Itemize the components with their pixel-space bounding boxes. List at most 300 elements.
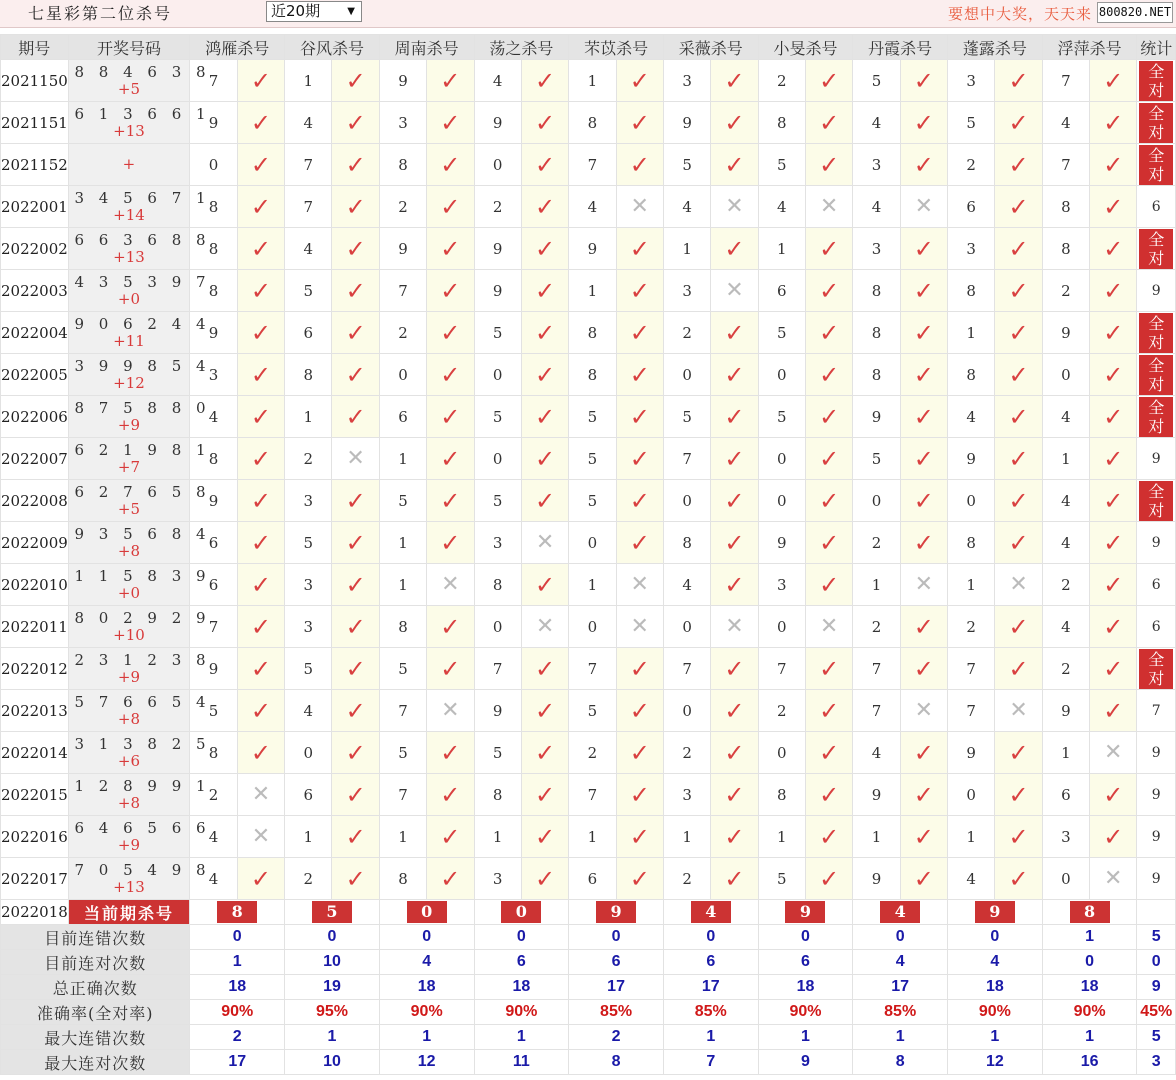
draw-sum: +13: [113, 121, 145, 140]
kill-number: 4: [474, 60, 521, 102]
check-mark-icon: ✓: [250, 402, 271, 431]
current-stat-cell: [1137, 900, 1176, 925]
check-mark-icon: ✓: [440, 612, 461, 641]
kill-number: 0: [474, 144, 521, 186]
kill-number: 8: [853, 312, 900, 354]
kill-number: 0: [1042, 354, 1089, 396]
check-mark-icon: ✓: [819, 150, 840, 179]
kill-number: 0: [190, 144, 237, 186]
kill-number: 4: [948, 858, 995, 900]
result-cell: [900, 60, 947, 102]
result-cell: [1090, 522, 1137, 564]
kill-number: 2: [190, 774, 237, 816]
kill-number: 7: [569, 144, 616, 186]
check-mark-icon: ✓: [1008, 612, 1029, 641]
draw-cell: [68, 396, 211, 438]
kill-number: 9: [474, 102, 521, 144]
stat-cell: [1137, 648, 1176, 690]
cross-mark-icon: ✕: [535, 614, 555, 639]
check-mark-icon: ✓: [913, 486, 934, 515]
check-mark-icon: ✓: [913, 360, 934, 389]
kill-number: 1: [569, 270, 616, 312]
current-kill-number: [1042, 900, 1137, 925]
stat-value: 6: [1151, 618, 1161, 635]
current-kill-badge: 0: [407, 901, 447, 923]
current-kill-number: [285, 900, 380, 925]
kill-number: 6: [190, 522, 237, 564]
kill-number: 6: [758, 270, 805, 312]
kill-number: 8: [190, 186, 237, 228]
check-mark-icon: ✓: [913, 780, 934, 809]
kill-number: 0: [569, 606, 616, 648]
summary-value: 12: [379, 1050, 474, 1075]
check-mark-icon: ✓: [250, 444, 271, 473]
result-cell: [332, 312, 379, 354]
check-mark-icon: ✓: [629, 654, 650, 683]
check-mark-icon: ✓: [724, 780, 745, 809]
result-cell: [237, 438, 284, 480]
result-cell: [332, 606, 379, 648]
result-cell: [900, 102, 947, 144]
result-cell: [711, 354, 758, 396]
kill-number: 1: [474, 816, 521, 858]
result-cell: [237, 396, 284, 438]
result-cell: [332, 186, 379, 228]
kill-number: 9: [1042, 312, 1089, 354]
current-kill-number: [853, 900, 948, 925]
result-cell: [1090, 186, 1137, 228]
current-kill-label: 当前期杀号: [68, 900, 190, 925]
cross-mark-icon: ✕: [1009, 572, 1028, 597]
summary-value: 8: [853, 1050, 948, 1075]
draw-sum: +9: [117, 667, 141, 686]
check-mark-icon: ✓: [819, 318, 840, 347]
draw-sum: +5: [117, 79, 141, 98]
kill-number: 0: [1042, 858, 1089, 900]
result-cell: [237, 858, 284, 900]
kill-number: 2: [285, 858, 332, 900]
check-mark-icon: ✓: [819, 738, 840, 767]
check-mark-icon: ✓: [629, 108, 650, 137]
result-cell: [995, 270, 1042, 312]
cross-mark-icon: ✕: [914, 698, 934, 723]
result-cell: [711, 648, 758, 690]
check-mark-icon: ✓: [1008, 276, 1029, 305]
check-mark-icon: ✓: [440, 66, 461, 95]
kill-number: 1: [663, 228, 710, 270]
current-kill-badge: 4: [691, 901, 731, 923]
check-mark-icon: ✓: [1008, 444, 1029, 473]
kill-number: 9: [758, 522, 805, 564]
result-cell: [332, 816, 379, 858]
col-header-stat: 统计: [1137, 35, 1176, 60]
check-mark-icon: ✓: [913, 66, 934, 95]
result-cell: [805, 858, 852, 900]
kill-number: 1: [758, 228, 805, 270]
check-mark-icon: ✓: [345, 780, 366, 809]
check-mark-icon: ✓: [629, 738, 650, 767]
check-mark-icon: ✓: [440, 402, 461, 431]
current-kill-badge: 5: [312, 901, 352, 923]
current-kill-number: [379, 900, 474, 925]
result-cell: [427, 564, 474, 606]
check-mark-icon: ✓: [629, 696, 650, 725]
result-cell: [711, 396, 758, 438]
current-kill-number: [758, 900, 853, 925]
col-header-expert: 丹霞杀号: [853, 35, 948, 60]
result-cell: [995, 774, 1042, 816]
summary-row: [1, 975, 1176, 1000]
kill-number: 0: [474, 354, 521, 396]
check-mark-icon: ✓: [819, 780, 840, 809]
result-cell: [237, 60, 284, 102]
summary-value: 2: [569, 1025, 664, 1050]
result-cell: [805, 816, 852, 858]
result-cell: [427, 312, 474, 354]
all-correct-badge: 全 对: [1139, 397, 1173, 437]
kill-number: 9: [379, 60, 426, 102]
kill-number: 9: [948, 732, 995, 774]
check-mark-icon: ✓: [629, 444, 650, 473]
summary-value: 90%: [190, 1000, 285, 1025]
table-row: [1, 186, 1176, 228]
period-cell: 2022006: [1, 396, 69, 438]
check-mark-icon: ✓: [819, 276, 840, 305]
kill-number: 7: [379, 270, 426, 312]
draw-cell: [68, 858, 211, 900]
result-cell: [332, 354, 379, 396]
check-mark-icon: ✓: [250, 108, 271, 137]
col-header-expert: 谷风杀号: [285, 35, 380, 60]
check-mark-icon: ✓: [1103, 570, 1124, 599]
summary-label: 最大连对次数: [1, 1050, 190, 1075]
kill-number: 8: [758, 102, 805, 144]
kill-number: 1: [379, 564, 426, 606]
summary-row: [1, 950, 1176, 975]
check-mark-icon: ✓: [250, 696, 271, 725]
summary-stat: 5: [1137, 925, 1176, 950]
kill-number: 5: [663, 396, 710, 438]
result-cell: [900, 564, 947, 606]
result-cell: [900, 270, 947, 312]
result-cell: [805, 564, 852, 606]
kill-number: 9: [474, 690, 521, 732]
kill-number: 9: [948, 438, 995, 480]
check-mark-icon: ✓: [534, 318, 556, 347]
summary-value: 11: [474, 1050, 569, 1075]
col-header-expert: 小旻杀号: [758, 35, 853, 60]
kill-number: 0: [285, 732, 332, 774]
result-cell: [237, 522, 284, 564]
current-kill-badge: 0: [501, 901, 541, 923]
result-cell: [237, 480, 284, 522]
kill-number: 3: [285, 606, 332, 648]
result-cell: [805, 102, 852, 144]
check-mark-icon: ✓: [345, 486, 366, 515]
kill-number: 8: [379, 858, 426, 900]
period-range-select[interactable]: [266, 1, 362, 22]
all-correct-badge: 全 对: [1139, 145, 1173, 185]
draw-sum: +5: [117, 499, 141, 518]
stat-cell: [1137, 102, 1176, 144]
result-cell: [237, 354, 284, 396]
cross-mark-icon: ✕: [914, 572, 934, 597]
kill-number: 2: [1042, 564, 1089, 606]
draw-sum: +9: [117, 415, 141, 434]
kill-number: 0: [948, 480, 995, 522]
result-cell: [995, 144, 1042, 186]
result-cell: [900, 774, 947, 816]
check-mark-icon: ✓: [440, 192, 461, 221]
check-mark-icon: ✓: [534, 444, 556, 473]
kill-number: 7: [190, 606, 237, 648]
kill-number: 3: [663, 60, 710, 102]
stat-value: 6: [1151, 198, 1161, 215]
summary-value: 1: [190, 950, 285, 975]
stat-value: 9: [1151, 870, 1161, 887]
table-row: [1, 312, 1176, 354]
kill-number: 1: [663, 816, 710, 858]
kill-number: 5: [853, 60, 900, 102]
kill-number: 7: [569, 774, 616, 816]
check-mark-icon: ✓: [913, 108, 934, 137]
table-row: [1, 648, 1176, 690]
kill-number: 3: [285, 480, 332, 522]
period-cell: 2022001: [1, 186, 69, 228]
stat-cell: [1137, 606, 1176, 648]
check-mark-icon: ✓: [913, 864, 934, 893]
draw-sum: +8: [117, 541, 141, 560]
check-mark-icon: ✓: [1103, 612, 1124, 641]
period-cell: 2021151: [1, 102, 69, 144]
result-cell: [900, 858, 947, 900]
summary-value: 18: [758, 975, 853, 1000]
stat-value: 9: [1151, 534, 1161, 551]
kill-number: 0: [663, 480, 710, 522]
result-cell: [332, 438, 379, 480]
kill-number: 2: [663, 732, 710, 774]
kill-number: 7: [1042, 144, 1089, 186]
kill-number: 0: [758, 732, 805, 774]
check-mark-icon: ✓: [534, 234, 556, 263]
check-mark-icon: ✓: [819, 654, 840, 683]
kill-number: 8: [569, 354, 616, 396]
result-cell: [1090, 480, 1137, 522]
check-mark-icon: ✓: [819, 528, 840, 557]
check-mark-icon: ✓: [724, 696, 745, 725]
current-kill-badge: 9: [975, 901, 1015, 923]
kill-number: 0: [663, 690, 710, 732]
current-kill-badge: 8: [1070, 901, 1110, 923]
stat-cell: [1137, 396, 1176, 438]
draw-cell: [68, 480, 211, 522]
result-cell: [427, 732, 474, 774]
period-cell: 2022010: [1, 564, 69, 606]
result-cell: [995, 60, 1042, 102]
result-cell: [1090, 438, 1137, 480]
current-kill-number: [190, 900, 285, 925]
kill-number: 4: [853, 102, 900, 144]
current-kill-number: [569, 900, 664, 925]
check-mark-icon: ✓: [250, 192, 271, 221]
check-mark-icon: ✓: [724, 822, 745, 851]
result-cell: [427, 102, 474, 144]
result-cell: [995, 102, 1042, 144]
result-cell: [332, 228, 379, 270]
check-mark-icon: ✓: [440, 276, 461, 305]
check-mark-icon: ✓: [819, 360, 840, 389]
kill-number: 2: [663, 858, 710, 900]
summary-row: [1, 1025, 1176, 1050]
result-cell: [616, 102, 663, 144]
cross-mark-icon: ✕: [535, 530, 555, 555]
stat-cell: [1137, 228, 1176, 270]
period-cell: 2022004: [1, 312, 69, 354]
kill-number: 3: [379, 102, 426, 144]
check-mark-icon: ✓: [440, 780, 461, 809]
period-cell: 2022015: [1, 774, 69, 816]
draw-digits: 4 3 5 3 9 7: [74, 272, 211, 291]
draw-sum: +10: [113, 625, 145, 644]
draw-digits: 1 1 5 8 3 9: [74, 566, 211, 585]
period-cell: 2022012: [1, 648, 69, 690]
summary-stat: 0: [1137, 950, 1176, 975]
result-cell: [427, 186, 474, 228]
result-cell: [1090, 60, 1137, 102]
draw-sum: +8: [117, 793, 141, 812]
stat-value: 9: [1151, 450, 1161, 467]
kill-number: 4: [853, 732, 900, 774]
check-mark-icon: ✓: [345, 612, 366, 641]
draw-digits: 7 0 5 4 9 8: [74, 860, 211, 879]
result-cell: [237, 270, 284, 312]
kill-number: 5: [379, 648, 426, 690]
check-mark-icon: ✓: [913, 318, 934, 347]
result-cell: [711, 816, 758, 858]
cross-mark-icon: ✕: [346, 446, 365, 471]
summary-value: 85%: [663, 1000, 758, 1025]
kill-number: 8: [853, 270, 900, 312]
current-kill-number: [948, 900, 1043, 925]
result-cell: [711, 606, 758, 648]
draw-digits: 1 2 8 9 9 1: [74, 776, 211, 795]
chevron-down-icon: ▼: [347, 6, 355, 17]
draw-cell: [68, 60, 211, 102]
result-cell: [616, 60, 663, 102]
result-cell: [805, 522, 852, 564]
stat-value: 7: [1151, 702, 1161, 719]
kill-number: 7: [948, 648, 995, 690]
check-mark-icon: ✓: [345, 402, 366, 431]
kill-number: 0: [663, 354, 710, 396]
summary-value: 6: [758, 950, 853, 975]
result-cell: [521, 816, 568, 858]
draw-cell: [68, 144, 190, 186]
check-mark-icon: ✓: [629, 780, 650, 809]
check-mark-icon: ✓: [534, 150, 556, 179]
check-mark-icon: ✓: [1103, 780, 1124, 809]
check-mark-icon: ✓: [250, 570, 271, 599]
result-cell: [995, 732, 1042, 774]
kill-number: 5: [474, 732, 521, 774]
result-cell: [900, 354, 947, 396]
check-mark-icon: ✓: [1008, 66, 1029, 95]
check-mark-icon: ✓: [724, 66, 745, 95]
kill-number: 7: [379, 774, 426, 816]
check-mark-icon: ✓: [440, 150, 461, 179]
cross-mark-icon: ✕: [725, 194, 744, 219]
result-cell: [616, 564, 663, 606]
result-cell: [332, 690, 379, 732]
summary-value: 0: [190, 925, 285, 950]
stat-cell: [1137, 690, 1176, 732]
kill-number: 9: [190, 102, 237, 144]
stat-value: 9: [1151, 744, 1161, 761]
check-mark-icon: ✓: [819, 822, 840, 851]
result-cell: [616, 522, 663, 564]
cross-mark-icon: ✕: [251, 824, 271, 849]
summary-value: 4: [379, 950, 474, 975]
table-row: [1, 270, 1176, 312]
all-correct-badge: 全 对: [1139, 103, 1173, 143]
kill-number: 0: [474, 438, 521, 480]
check-mark-icon: ✓: [629, 276, 650, 305]
kill-number: 9: [190, 312, 237, 354]
stat-value: 9: [1151, 282, 1161, 299]
cross-mark-icon: ✕: [1104, 740, 1123, 765]
kill-number: 9: [853, 396, 900, 438]
stat-cell: [1137, 60, 1176, 102]
result-cell: [427, 480, 474, 522]
check-mark-icon: ✓: [1103, 654, 1124, 683]
summary-value: 19: [285, 975, 380, 1000]
check-mark-icon: ✓: [250, 612, 271, 641]
all-correct-badge: 全 对: [1139, 229, 1173, 269]
kill-number: 7: [853, 648, 900, 690]
check-mark-icon: ✓: [819, 444, 840, 473]
result-cell: [616, 690, 663, 732]
draw-sum: +9: [117, 835, 141, 854]
result-cell: [1090, 648, 1137, 690]
check-mark-icon: ✓: [440, 486, 461, 515]
summary-value: 0: [948, 925, 1043, 950]
stat-value: 9: [1151, 828, 1161, 845]
table-row: [1, 438, 1176, 480]
current-kill-badge: 9: [596, 901, 636, 923]
kill-number: 3: [663, 270, 710, 312]
table-row: [1, 816, 1176, 858]
period-cell: 2022013: [1, 690, 69, 732]
page-title: 七星彩第二位杀号: [28, 4, 173, 23]
result-cell: [805, 270, 852, 312]
kill-number: 9: [1042, 690, 1089, 732]
check-mark-icon: ✓: [534, 780, 556, 809]
result-cell: [521, 858, 568, 900]
col-header-expert: 蓬露杀号: [948, 35, 1043, 60]
check-mark-icon: ✓: [724, 444, 745, 473]
kill-number: 3: [948, 60, 995, 102]
check-mark-icon: ✓: [534, 402, 556, 431]
summary-stat: 45%: [1137, 1000, 1176, 1025]
kill-number: 9: [853, 774, 900, 816]
kill-number: 8: [379, 606, 426, 648]
kill-number: 7: [1042, 60, 1089, 102]
draw-sum: +0: [117, 583, 141, 602]
summary-value: 1: [474, 1025, 569, 1050]
result-cell: [805, 480, 852, 522]
kill-number: 1: [379, 522, 426, 564]
kill-number: 7: [569, 648, 616, 690]
